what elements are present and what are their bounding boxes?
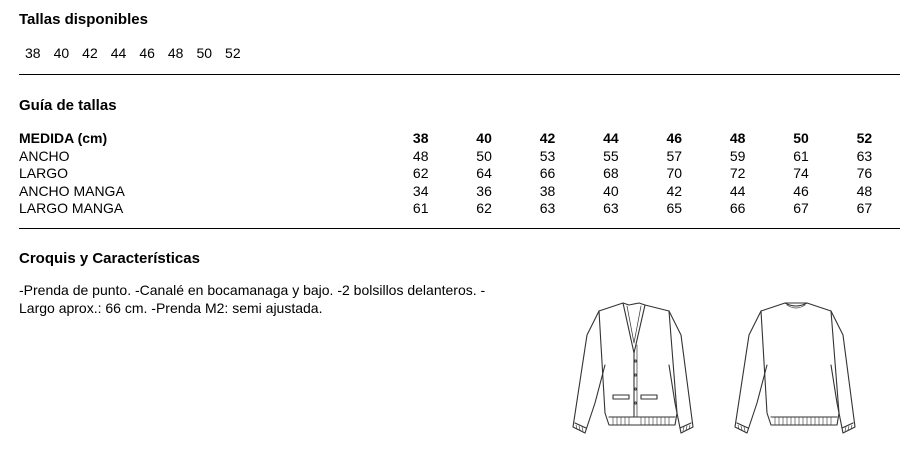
table-row xyxy=(19,148,896,166)
garment-description xyxy=(19,281,519,317)
size-guide-title: Guía de tallas xyxy=(19,97,117,114)
header-size: 48 xyxy=(729,130,746,147)
header-size: 46 xyxy=(666,130,683,147)
description-line: -Prenda de punto. -Canalé en bocamanaga y bajo. -2 bolsillos delanteros. - xyxy=(19,282,486,298)
table-cell: 40 xyxy=(603,182,619,199)
table-cell: 55 xyxy=(603,147,619,164)
header-size: 50 xyxy=(793,130,809,147)
section-divider xyxy=(19,228,900,229)
table-cell: 61 xyxy=(793,147,809,164)
available-sizes-title: Tallas disponibles xyxy=(19,11,148,28)
header-size: 44 xyxy=(603,130,619,147)
sketch-title: Croquis y Características xyxy=(19,250,200,267)
table-cell: 42 xyxy=(666,182,683,199)
table-cell: 65 xyxy=(666,200,683,217)
row-label: ANCHO xyxy=(19,147,70,164)
size-option: 52 xyxy=(225,45,241,61)
row-label: LARGO MANGA xyxy=(19,200,124,217)
table-cell: 62 xyxy=(412,165,429,182)
cardigan-back-view xyxy=(735,303,855,433)
table-cell: 63 xyxy=(856,147,873,164)
table-cell: 63 xyxy=(539,200,556,217)
size-option: 44 xyxy=(110,45,127,61)
header-size: 52 xyxy=(856,130,873,147)
table-cell: 57 xyxy=(666,147,683,164)
table-row xyxy=(19,183,896,201)
table-cell: 67 xyxy=(856,200,873,217)
cardigan-front-view xyxy=(573,303,693,433)
size-option: 48 xyxy=(167,45,184,61)
table-cell: 50 xyxy=(476,147,492,164)
table-cell: 62 xyxy=(476,200,492,217)
size-option: 42 xyxy=(82,45,98,61)
table-cell: 48 xyxy=(856,182,873,199)
size-option: 50 xyxy=(196,45,213,61)
row-label: ANCHO MANGA xyxy=(19,182,125,199)
table-cell: 72 xyxy=(729,165,746,182)
table-cell: 48 xyxy=(412,147,429,164)
table-cell: 67 xyxy=(793,200,809,217)
table-cell: 61 xyxy=(412,200,429,217)
table-row xyxy=(19,165,896,183)
header-size: 40 xyxy=(476,130,492,147)
header-size: 38 xyxy=(412,130,429,147)
size-option: 46 xyxy=(139,45,155,61)
table-cell: 64 xyxy=(476,165,492,182)
table-cell: 66 xyxy=(539,165,556,182)
available-sizes-list xyxy=(25,45,254,61)
table-cell: 63 xyxy=(603,200,619,217)
row-label: LARGO xyxy=(19,165,69,182)
table-cell: 44 xyxy=(729,182,746,199)
table-cell: 36 xyxy=(476,182,492,199)
table-cell: 53 xyxy=(539,147,556,164)
cardigan-sketch xyxy=(565,295,870,445)
size-option: 38 xyxy=(25,45,41,61)
table-cell: 46 xyxy=(793,182,809,199)
table-cell: 38 xyxy=(539,182,556,199)
table-row xyxy=(19,200,896,218)
size-guide-table xyxy=(19,130,896,218)
section-divider xyxy=(19,74,900,75)
table-cell: 66 xyxy=(729,200,746,217)
table-cell: 59 xyxy=(729,147,746,164)
table-cell: 34 xyxy=(412,182,429,199)
header-measure: MEDIDA (cm) xyxy=(19,130,108,147)
header-size: 42 xyxy=(539,130,556,147)
description-line: Largo aprox.: 66 cm. -Prenda M2: semi ajustada. xyxy=(19,300,323,316)
table-cell: 68 xyxy=(603,165,619,182)
size-option: 40 xyxy=(53,45,70,61)
table-cell: 74 xyxy=(793,165,809,182)
table-cell: 76 xyxy=(856,165,873,182)
table-header-row xyxy=(19,130,896,148)
table-cell: 70 xyxy=(666,165,683,182)
